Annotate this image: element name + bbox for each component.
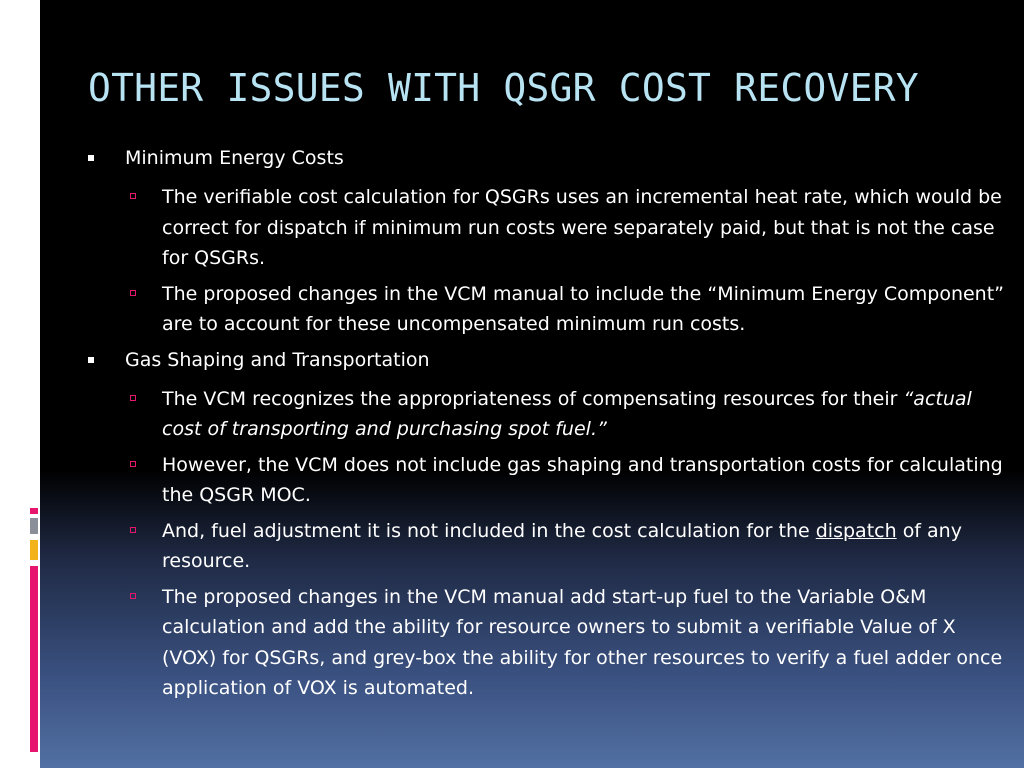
bullet-level1	[86, 346, 1006, 374]
accent-bar-pink-long	[30, 566, 38, 752]
slide-body	[86, 144, 1006, 709]
bullet-level2	[125, 450, 1006, 511]
bullet-level2	[125, 384, 1006, 445]
accent-bar-gray	[30, 518, 38, 534]
bullet-text: The proposed changes in the VCM manual add start-up fuel to the Variable O&M calculation and add the ability for resource owners to submit a verifiable Value of X (VOX) for QSGRs, and grey-box the ability for other resources to verify a fuel adder once application of VOX is automated.	[162, 585, 1003, 699]
section-gas-shaping	[86, 346, 1006, 704]
bullet-level2	[125, 182, 1006, 274]
hollow-square-bullet-icon	[130, 527, 136, 533]
square-bullet-icon	[88, 357, 94, 363]
hollow-square-bullet-icon	[130, 593, 136, 599]
section-heading: Gas Shaping and Transportation	[125, 348, 430, 371]
bullet-text: The proposed changes in the VCM manual to include the “Minimum Energy Component” are to account for these uncompensated minimum run costs.	[162, 282, 1005, 335]
underlined-word: dispatch	[815, 519, 897, 542]
hollow-square-bullet-icon	[130, 193, 136, 199]
hollow-square-bullet-icon	[130, 395, 136, 401]
accent-bar-yellow	[30, 540, 38, 560]
bullet-text: However, the VCM does not include gas shaping and transportation costs for calculating the QSGR MOC.	[162, 453, 1003, 506]
bullet-level1	[86, 144, 1006, 172]
bullet-text-tail: of any resource.	[162, 519, 962, 572]
hollow-square-bullet-icon	[130, 290, 136, 296]
section-heading: Minimum Energy Costs	[125, 147, 344, 169]
bullet-level2	[125, 516, 1006, 577]
accent-bar-pink-small	[30, 508, 38, 514]
square-bullet-icon	[88, 155, 94, 161]
bullet-level2	[125, 582, 1006, 704]
hollow-square-bullet-icon	[130, 461, 136, 467]
section-minimum-energy	[86, 144, 1006, 340]
bullet-text: And, fuel adjustment it is not included in the cost calculation for the	[162, 519, 810, 542]
bullet-text: The VCM recognizes the appropriateness of compensating resources for their	[162, 387, 898, 410]
bullet-level2	[125, 279, 1006, 340]
bullet-text: The verifiable cost calculation for QSGRs uses an incremental heat rate, which would be correct for dispatch if minimum run costs were separately paid, but that is not the case for QSGRs.	[162, 186, 1002, 269]
slide-title: OTHER ISSUES WITH QSGR COST RECOVERY	[88, 66, 919, 110]
italic-quote: “actual cost of transporting and purchasing spot fuel.”	[162, 387, 972, 440]
